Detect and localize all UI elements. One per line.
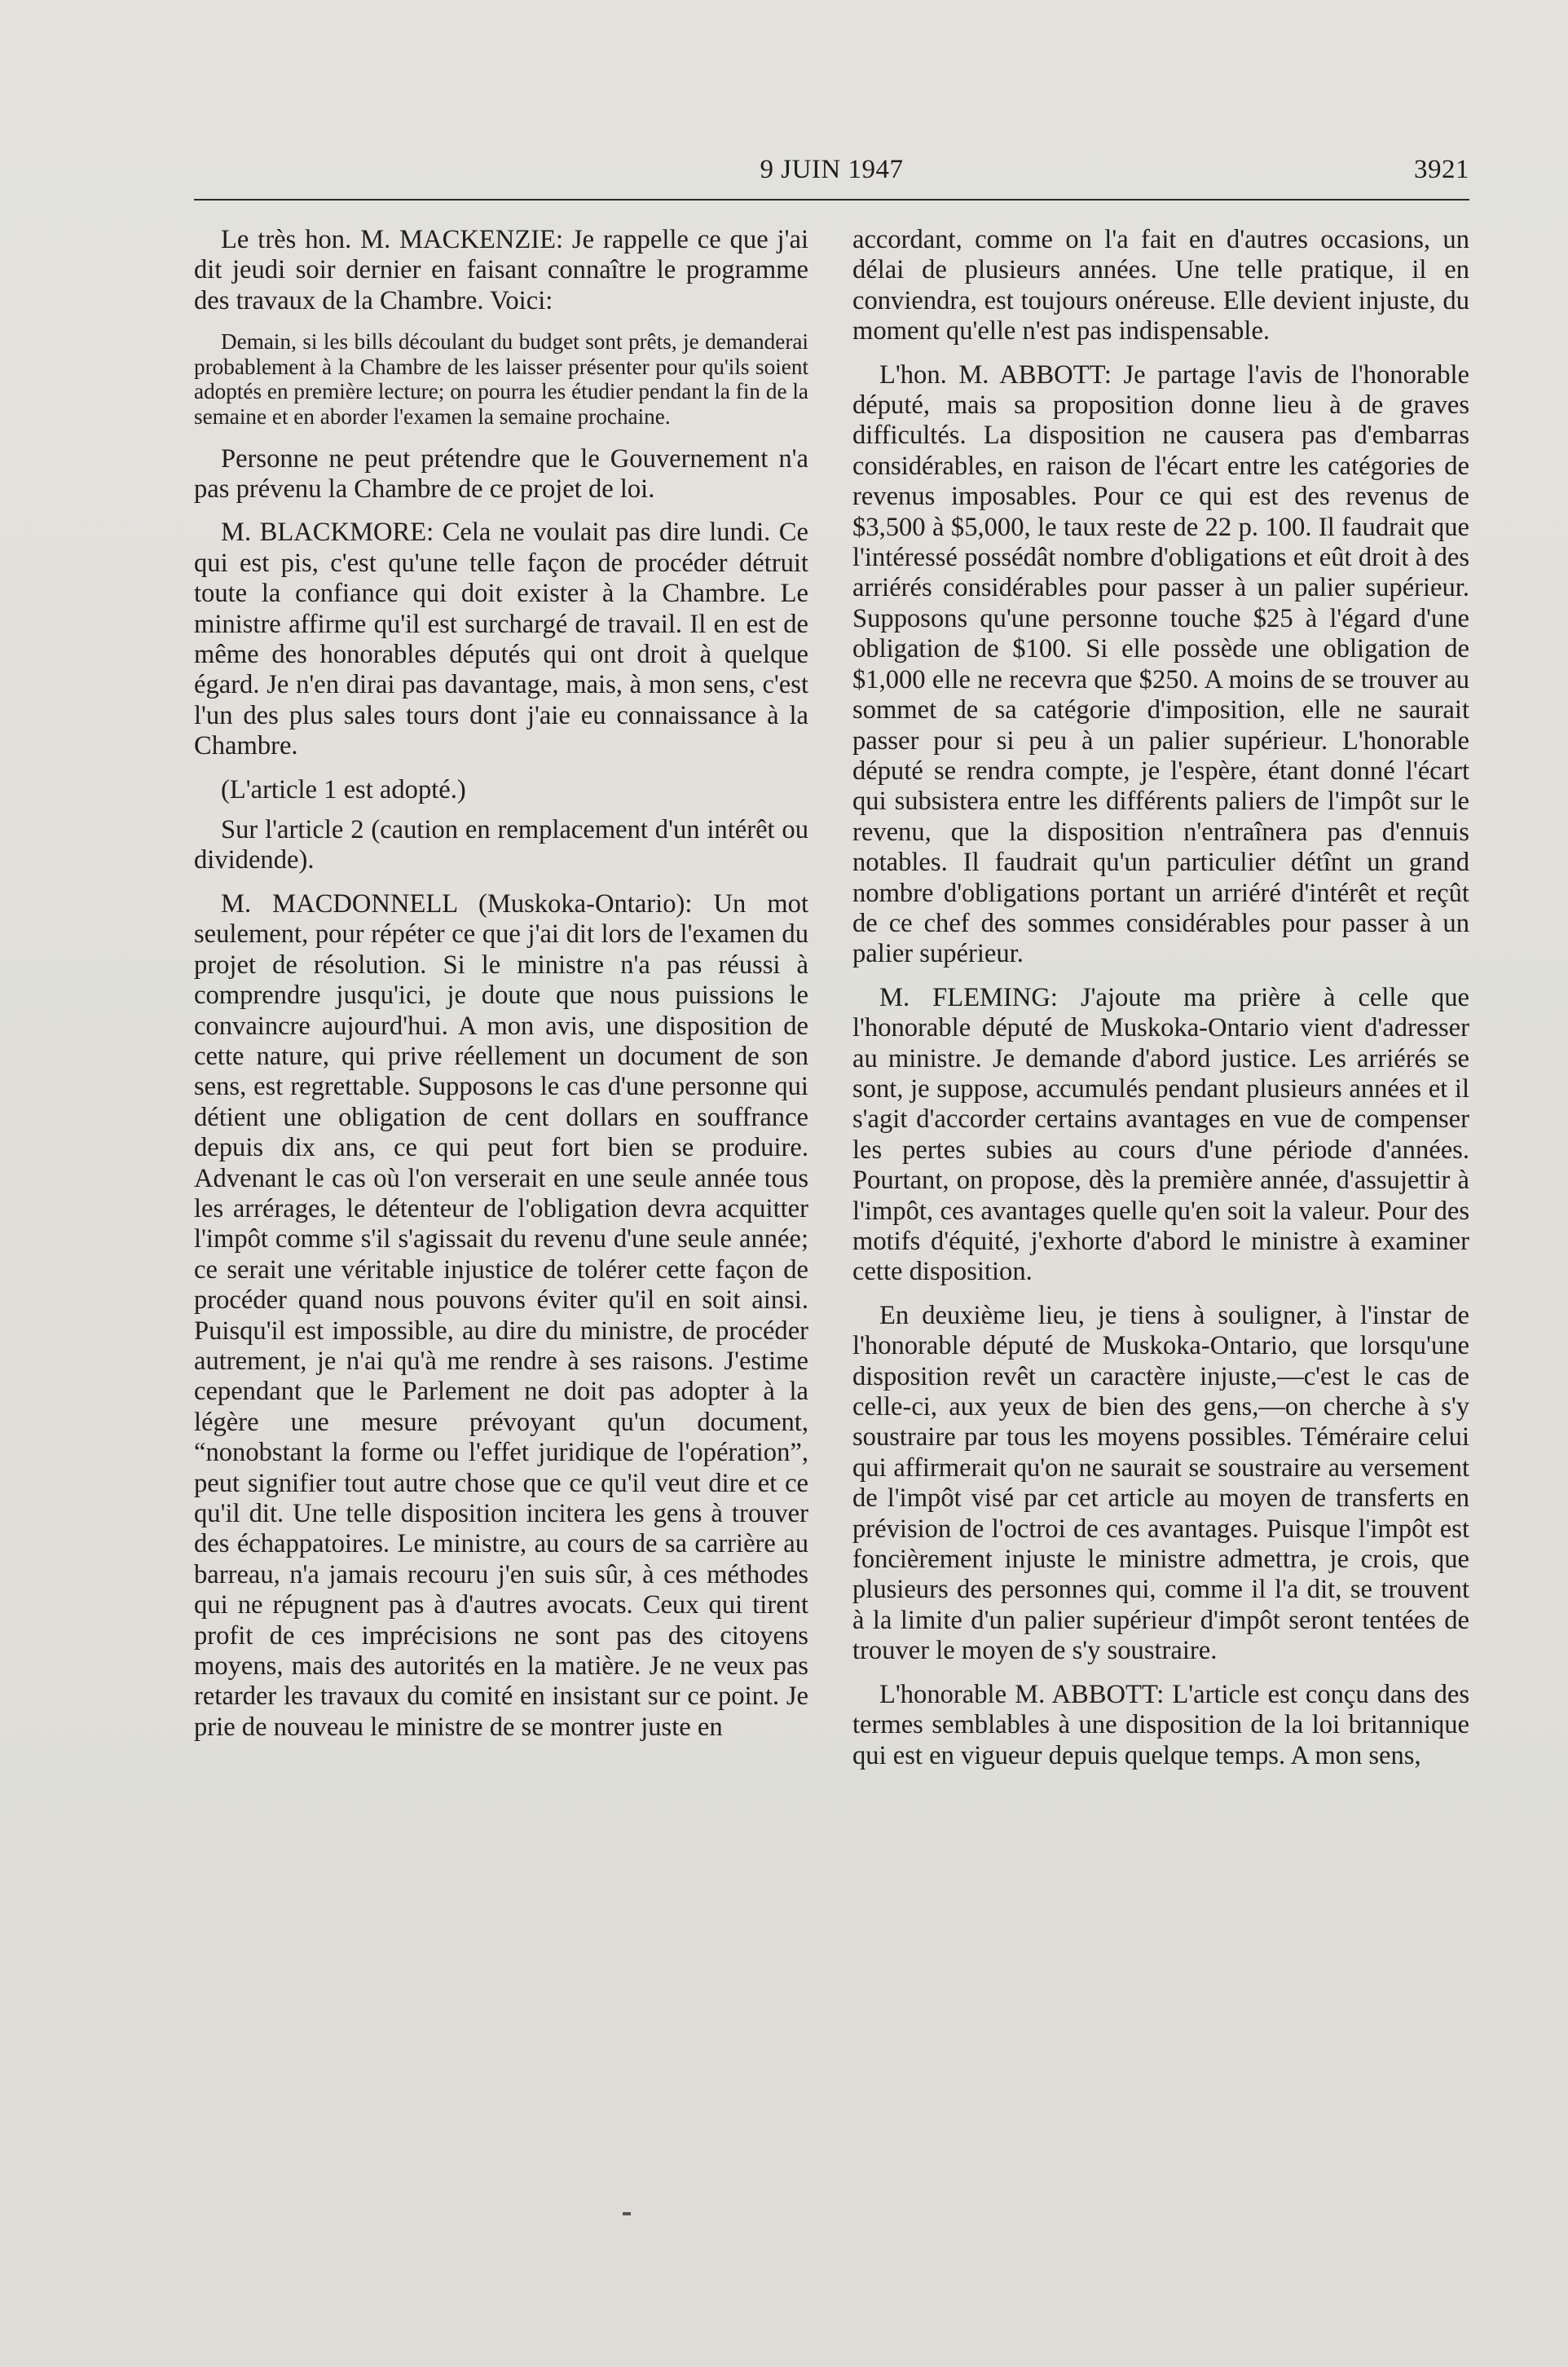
paragraph-abbott: L'hon. M. ABBOTT: Je partage l'avis de l'honorable député, mais sa proposition donne lieu à de graves difficultés. La disposition ne causera pas d'embarras considérables, en raison de l'écart entre les catégories de revenus imposables. Pour ce qui est des revenus de $3,500 à $5,000, le taux reste de 22 p. 100. Il faudrait que l'intéressé possédât nombre d'obligations et eût droit à des arriérés considérables pour passer à un palier supérieur. Supposons qu'une personne touche $25 à l'égard d'une obligation de $100. Si elle possède une obligation de $1,000 elle ne recevra que $250. A moins de se trouver au sommet de sa catégorie d'imposition, elle ne saurait passer pour si peu à un palier supérieur. L'honorable député se rendra compte, je l'espère, étant donné l'écart qui subsistera entre les différents paliers de l'impôt sur le revenu, que la disposition n'entraînera pas d'ennuis notables. Il faudrait qu'un particulier détînt un grand nombre d'obligations portant un arriéré d'intérêt et reçût de ce chef des sommes considérables pour passer à un palier supérieur. [852,359,1469,969]
paragraph-abbott-reply: L'honorable M. ABBOTT: L'article est conçu dans des termes semblables à une disposition de la loi britannique qui est en vigueur depuis quelque temps. A mon sens, [852,1679,1469,1770]
header-rule [194,199,1469,201]
paragraph-article-2: Sur l'article 2 (caution en remplacement d'un intérêt ou dividende). [194,815,808,875]
page-footer-mark [623,2212,631,2215]
page-number: 3921 [1414,155,1469,184]
paragraph-blackmore: M. BLACKMORE: Cela ne voulait pas dire lundi. Ce qui est pis, c'est qu'une telle façon de procéder détruit toute la confiance qui doit exister à la Chambre. Le ministre affirme qu'il est surchargé de travail. Il en est de même des honorables députés qui ont droit à quelque égard. Je n'en dirai pas davantage, mais, à mon sens, c'est l'un des plus sales tours dont j'aie eu connaissance à la Chambre. [194,518,808,761]
paragraph-mackenzie: Le très hon. M. MACKENZIE: Je rappelle ce que j'ai dit jeudi soir dernier en faisant connaître le programme des travaux de la Chambre. Voici: [194,225,808,315]
paragraph: Personne ne peut prétendre que le Gouvernement n'a pas prévenu la Chambre de ce projet de loi. [194,443,808,504]
header-date: 9 JUIN 1947 [760,155,904,184]
paragraph-fleming: M. FLEMING: J'ajoute ma prière à celle que l'honorable député de Muskoka-Ontario vient d'adresser au ministre. Je demande d'abord justice. Les arriérés se sont, je suppose, accumulés pendant plusieurs années et il s'agit d'accorder certains avantages en vue de compenser les pertes subies au cours d'une période d'années. Pourtant, on propose, dès la première année, d'assujettir à l'impôt, ces avantages quelle qu'en soit la valeur. Pour des motifs d'équité, j'exhorte d'abord le ministre à examiner cette disposition. [852,982,1469,1287]
page-header [194,155,1469,196]
right-column [852,225,1469,1784]
paragraph-article-adopted: (L'article 1 est adopté.) [221,774,466,804]
paragraph: En deuxième lieu, je tiens à souligner, à l'instar de l'honorable député de Muskoka-Ontario, que lorsqu'une disposition revêt un caractère injuste,—c'est le cas de celle-ci, aux yeux de bien des gens,—on cherche à s'y soustraire par tous les moyens possibles. Téméraire celui qui affirmerait qu'on ne saurait se soustraire au versement de l'impôt visé par cet article au moyen de transferts en prévision de l'octroi de ces avantages. Puisque l'impôt est foncièrement injuste le ministre admettra, je crois, que plusieurs des personnes qui, comme il l'a dit, se trouvent à la limite d'un palier supérieur d'impôt seront tentées de trouver le moyen de s'y soustraire. [852,1300,1469,1666]
paragraph-macdonnell: M. MACDONNELL (Muskoka-Ontario): Un mot seulement, pour répéter ce que j'ai dit lors de l'examen du projet de résolution. Si le ministre n'a pas réussi à comprendre jusqu'ici, je doute que nous puissions le convaincre aujourd'hui. A mon avis, une disposition de cette nature, qui prive réellement un document de son sens, est regrettable. Supposons le cas d'une personne qui détient une obligation de cent dollars en souffrance depuis dix ans, ce qui peut fort bien se produire. Advenant le cas où l'on verserait en une seule année tous les arrérages, le détenteur de l'obligation devra acquitter l'impôt comme s'il s'agissait du revenu d'une seule année; ce serait une véritable injustice de tolérer cette façon de procéder quand nous pouvons éviter qu'il en soit ainsi. Puisqu'il est impossible, au dire du ministre, de procéder autrement, je n'ai qu'à me rendre à ses raisons. J'estime cependant que le Parlement ne doit pas adopter à la légère une mesure prévoyant qu'un document, “nonobstant la forme ou l'effet juridique de l'opération”, peut signifier tout autre chose que ce qu'il veut dire et ce qu'il dit. Une telle disposition incitera les gens à trouver des échappatoires. Le ministre, au cours de sa carrière au barreau, n'a jamais recouru j'en suis sûr, à ces méthodes qui ne répugnent pas à d'autres avocats. Ceux qui tirent profit de ces imprécisions ne sont pas des citoyens moyens, mais des autorités en la matière. Je ne veux pas retarder les travaux du comité en insistant sur ce point. Je prie de nouveau le ministre de se montrer juste en [194,888,808,1742]
left-column [194,225,808,1756]
quoted-passage: Demain, si les bills découlant du budget sont prêts, je demanderai probablement à la Chambre de les laisser présenter pour qu'ils soient adoptés en première lecture; on pourra les étudier pendant la fin de la semaine et en aborder l'examen la semaine prochaine. [194,329,808,429]
paragraph-continuation: accordant, comme on l'a fait en d'autres occasions, un délai de plusieurs années. Une telle pratique, il en conviendra, est toujours onéreuse. Elle devient injuste, du moment qu'elle n'est pas indispensable. [852,225,1469,346]
